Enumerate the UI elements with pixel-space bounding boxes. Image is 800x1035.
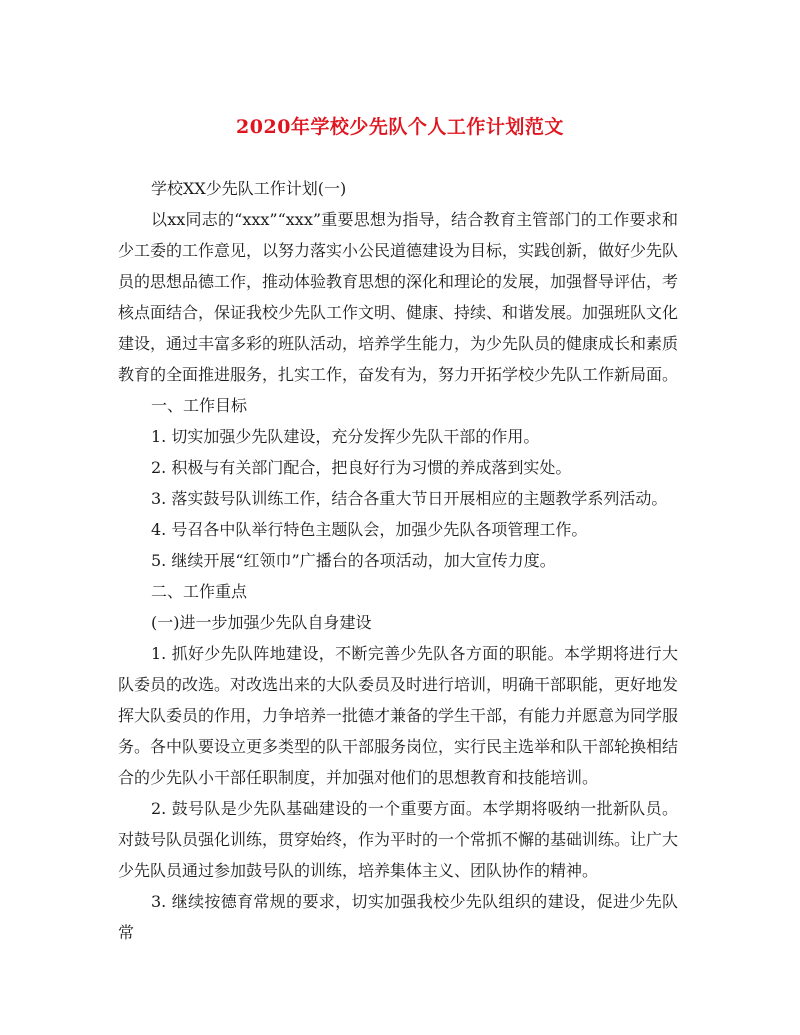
list-item: 2. 积极与有关部门配合，把良好行为习惯的养成落到实处。 bbox=[151, 458, 572, 477]
list-item: 1. 切实加强少先队建设，充分发挥少先队干部的作用。 bbox=[151, 427, 540, 446]
list-item: 5. 继续开展“红领巾”广播台的各项活动，加大宣传力度。 bbox=[151, 551, 556, 570]
section-heading: 学校XX少先队工作计划(一) bbox=[151, 179, 347, 198]
list-item: 3. 落实鼓号队训练工作，结合各重大节日开展相应的主题教学系列活动。 bbox=[151, 489, 668, 508]
document-body bbox=[118, 173, 678, 948]
body-paragraph: 2. 鼓号队是少先队基础建设的一个重要方面。本学期将吸纳一批新队员。对鼓号队员强化训练，贯穿始终，作为平时的一个常抓不懈的基础训练。让广大少先队员通过参加鼓号队的训练，培养集体主义、团队协作的精神。 bbox=[118, 799, 679, 880]
intro-paragraph: 以xx同志的“xxx”“xxx”重要思想为指导，结合教育主管部门的工作要求和少工委的工作意见，以努力落实小公民道德建设为目标，实践创新，做好少先队员的思想品德工作，推动体验教育思想的深化和理论的发展，加强督导评估，考核点面结合，保证我校少先队工作文明、健康、持续、和谐发展。加强班队文化建设，通过丰富多彩的班队活动，培养学生能力，为少先队员的健康成长和素质教育的全面推进服务，扎实工作，奋发有为，努力开拓学校少先队工作新局面。 bbox=[118, 210, 679, 384]
section-heading: 一、工作目标 bbox=[151, 396, 248, 415]
body-paragraph: 3. 继续按德育常规的要求，切实加强我校少先队组织的建设，促进少先队常 bbox=[118, 892, 678, 942]
body-paragraph: 1. 抓好少先队阵地建设，不断完善少先队各方面的职能。本学期将进行大队委员的改选。对改选出来的大队委员及时进行培训，明确干部职能，更好地发挥大队委员的作用，力争培养一批德才兼备的学生干部，有能力并愿意为同学服务。各中队要设立更多类型的队干部服务岗位，实行民主选举和队干部轮换相结合的少先队小干部任职制度，并加强对他们的思想教育和技能培训。 bbox=[118, 644, 679, 787]
section-heading: 二、工作重点 bbox=[151, 582, 248, 601]
subsection-heading: (一)进一步加强少先队自身建设 bbox=[151, 613, 372, 632]
list-item: 4. 号召各中队举行特色主题队会，加强少先队各项管理工作。 bbox=[151, 520, 588, 539]
document-title: 2020年学校少先队个人工作计划范文 bbox=[236, 116, 564, 138]
